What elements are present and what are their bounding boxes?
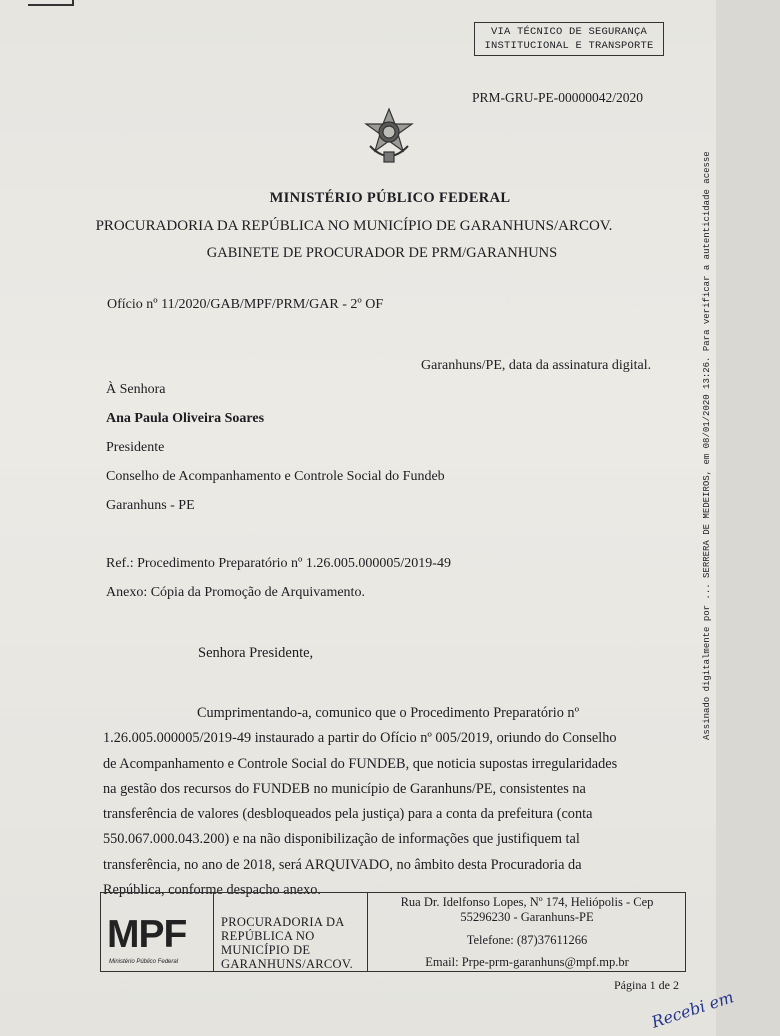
footer-address-line-1: Rua Dr. Idelfonso Lopes, Nº 174, Heliópolis - Cep (400, 895, 654, 909)
recipient-role: Presidente (106, 440, 165, 455)
footer-org-line: MUNICÍPIO DE (221, 943, 311, 957)
mpf-logo-subtitle: Ministério Público Federal (109, 959, 179, 965)
digital-signature-text: Assinado digitalmente por ... SERRERA DE MEDEIROS, em 08/01/2020 13:26. Para verificar a autenticidade acesse (702, 151, 712, 740)
cabinet-title: GABINETE DE PROCURADOR DE PRM/GARANHUNS (206, 245, 558, 261)
security-stamp (474, 22, 664, 56)
footer-address-line-2: 55296230 - Garanhuns-PE (460, 910, 594, 924)
recipient-entity: Conselho de Acompanhamento e Controle Social do Fundeb (106, 469, 445, 484)
annex: Anexo: Cópia da Promoção de Arquivamento. (106, 585, 365, 600)
footer-org-line: REPÚBLICA NO (221, 929, 315, 943)
body-line: na gestão dos recursos do FUNDEB no município de Garanhuns/PE, consistentes na (103, 780, 586, 797)
recipient-salutation: À Senhora (106, 382, 166, 397)
body-line: de Acompanhamento e Controle Social do FUNDEB, que noticia supostas irregularidades (103, 755, 618, 772)
greeting: Senhora Presidente, (198, 645, 314, 661)
body-line: Cumprimentando-a, comunico que o Procedimento Preparatório nº (197, 705, 580, 721)
body-line: 1.26.005.000005/2019-49 instaurado a partir do Ofício nº 005/2019, oriundo do Conselho (103, 730, 617, 747)
stamp-line-2: INSTITUCIONAL E TRANSPORTE (484, 40, 654, 52)
footer-org-line: GARANHUNS/ARCOV. (221, 957, 354, 971)
footer-email: Email: Prpe-prm-garanhuns@mpf.mp.br (425, 955, 629, 969)
footer-contact (367, 893, 686, 971)
document-code: PRM-GRU-PE-00000042/2020 (472, 90, 644, 105)
recipient-name: Ana Paula Oliveira Soares (106, 411, 265, 426)
stamp-line-1: VIA TÉCNICO DE SEGURANÇA (490, 26, 648, 38)
body-line: República, conforme despacho anexo. (103, 882, 321, 899)
digital-signature-margin (702, 151, 714, 740)
body-line: 550.067.000.043.200) e na não disponibilização de informações que justifiquem tal (103, 831, 580, 848)
handwritten-note: Recebi em (649, 987, 736, 1032)
mpf-logo-text: MPF (107, 913, 187, 956)
oficio-number: Ofício nº 11/2020/GAB/MPF/PRM/GAR - 2º OF (107, 297, 384, 312)
date-line: Garanhuns/PE, data da assinatura digital. (421, 358, 652, 373)
mpf-logo (101, 893, 214, 971)
body-line: transferência de valores (desbloqueados pela justiça) para a conta da prefeitura (conta (103, 806, 593, 823)
footer-org (221, 915, 353, 971)
footer-phone: Telefone: (87)37611266 (466, 933, 588, 947)
body-line: transferência, no ano de 2018, será ARQUIVADO, no âmbito desta Procuradoria da (103, 856, 582, 873)
office-title: PROCURADORIA DA REPÚBLICA NO MUNICÍPIO DE GARANHUNS/ARCOV. (95, 218, 613, 234)
reference: Ref.: Procedimento Preparatório nº 1.26.005.000005/2019-49 (106, 556, 451, 571)
letterhead-footer (100, 892, 686, 972)
recipient-city: Garanhuns - PE (106, 498, 195, 513)
coat-of-arms-icon (360, 106, 418, 166)
body-paragraph (103, 701, 676, 903)
page-corner-mark (28, 0, 74, 6)
page-number: Página 1 de 2 (614, 978, 679, 992)
ministry-title: MINISTÉRIO PÚBLICO FEDERAL (269, 190, 511, 206)
footer-org-line: PROCURADORIA DA (221, 915, 345, 929)
